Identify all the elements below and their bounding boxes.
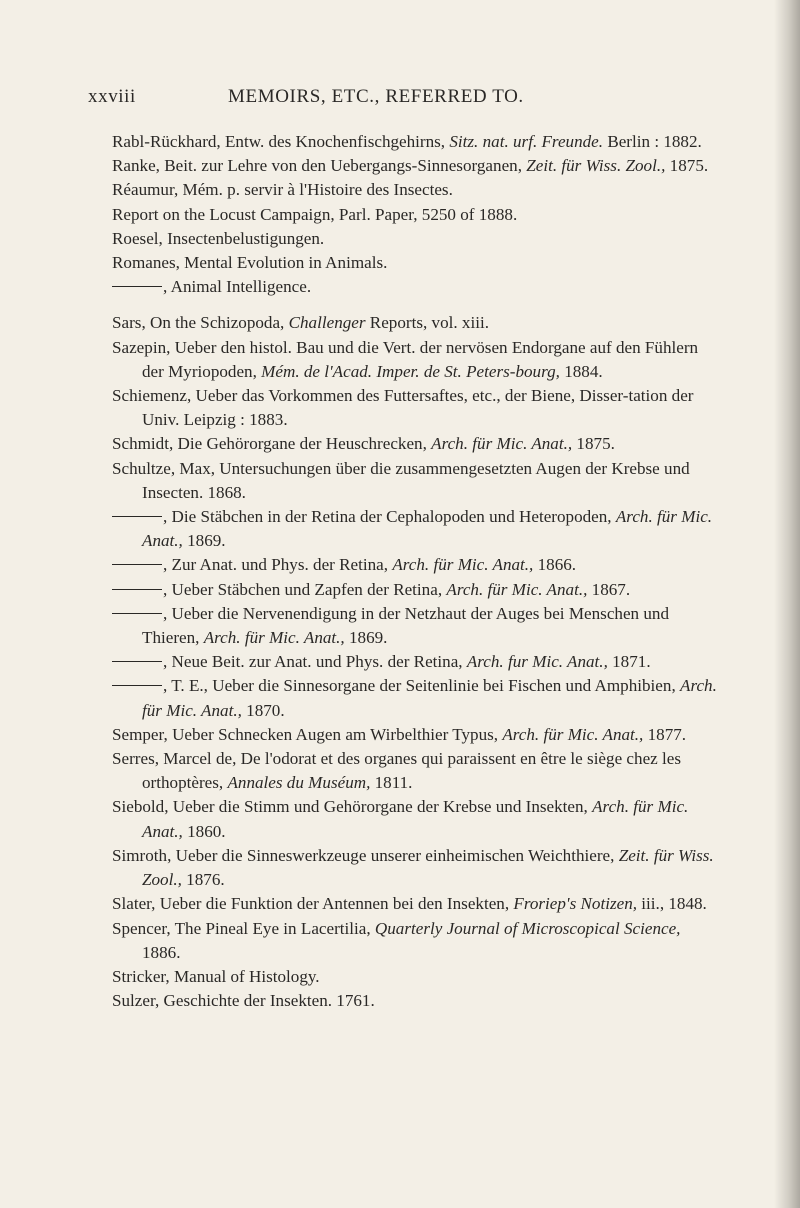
- reference-text: 1811.: [370, 773, 413, 793]
- reference-source: Arch. für Mic. Anat.,: [431, 434, 573, 454]
- reference-source: Mém. de l'Acad. Imper. de St. Peters-bourg,: [261, 361, 560, 381]
- reference-text: 1884.: [559, 361, 603, 381]
- reference-entry: [112, 965, 720, 989]
- ditto-dash: [112, 661, 162, 662]
- reference-text: 1876.: [181, 870, 225, 890]
- reference-text: Stricker, Manual of Histology.: [112, 966, 320, 986]
- reference-text: Schiemenz, Ueber das Vorkommen des Futtersaftes, etc., der Biene, Disser-tation der Univ. Leipzig : 1883.: [112, 386, 694, 430]
- reference-source: Sitz. nat. urf. Freunde.: [449, 132, 604, 151]
- reference-source: Arch. fur Mic. Anat.,: [466, 652, 608, 672]
- reference-text: Berlin : 1882.: [603, 132, 702, 151]
- reference-text: , Ueber die Nervenendigung in der Netzhaut der Auges bei Menschen und Thieren,: [142, 603, 670, 648]
- reference-text: , T. E., Ueber die Sinnesorgane der Seitenlinie bei Fischen und Amphibien,: [163, 676, 680, 696]
- reference-text: iii., 1848.: [637, 894, 707, 914]
- reference-text: , Neue Beit. zur Anat. und Phys. der Retina,: [163, 652, 467, 672]
- reference-source: Arch. für Mic. Anat.,: [446, 579, 588, 599]
- reference-source: Arch. für Mic. Anat.,: [203, 628, 345, 648]
- reference-text: 1877.: [643, 724, 687, 744]
- reference-entry: [112, 602, 720, 650]
- reference-entry: [112, 674, 720, 722]
- reference-entry: [112, 275, 720, 299]
- reference-text: , Animal Intelligence.: [163, 277, 312, 297]
- reference-text: Slater, Ueber die Funktion der Antennen bei den Insekten,: [112, 894, 514, 914]
- reference-source: Zeit. für Wiss. Zool.,: [142, 845, 714, 890]
- reference-text: Simroth, Ueber die Sinneswerkzeuge unserer einheimischen Weichthiere,: [112, 845, 619, 865]
- reference-source: Challenger: [288, 313, 366, 333]
- reference-source: Arch. für Mic. Anat.,: [392, 555, 534, 575]
- reference-text: Schmidt, Die Gehörorgane der Heuschrecken,: [112, 434, 432, 454]
- reference-source: Arch. für Mic. Anat.,: [142, 507, 713, 551]
- reference-text: Semper, Ueber Schnecken Augen am Wirbelthier Typus,: [112, 724, 503, 744]
- reference-entry: [112, 553, 720, 577]
- reference-text: 1867.: [587, 579, 631, 599]
- reference-entry: [112, 917, 720, 965]
- reference-source: Arch. für Mic. Anat.,: [142, 676, 717, 720]
- reference-text: Schultze, Max, Untersuchungen über die zusammengesetzten Augen der Krebse und Insecten. 1868.: [112, 458, 690, 502]
- reference-entry: [112, 650, 720, 674]
- reference-entry: [112, 578, 720, 602]
- reference-entry: [112, 251, 720, 275]
- reference-entry: [112, 989, 720, 1013]
- reference-entry: [112, 311, 720, 335]
- reference-text: Sazepin, Ueber den histol. Bau und die Vert. der nervösen Endorgane auf den Fühlern der Myriopoden,: [112, 337, 699, 381]
- reference-text: 1860.: [182, 821, 226, 841]
- ditto-dash: [112, 685, 162, 686]
- reference-text: 1866.: [533, 555, 577, 575]
- reference-entry: [112, 178, 720, 202]
- reference-entry: [112, 432, 720, 456]
- reference-text: 1870.: [241, 700, 285, 720]
- reference-entry: [112, 892, 720, 916]
- reference-text: , Zur Anat. und Phys. der Retina,: [163, 555, 393, 575]
- reference-entry: [112, 747, 720, 795]
- ditto-dash: [112, 516, 162, 517]
- reference-source: Annales du Muséum,: [227, 773, 371, 793]
- page-title: MEMOIRS, ETC., REFERRED TO.: [228, 86, 524, 107]
- reference-text: 1875.: [572, 434, 615, 454]
- reference-source: Froriep's Notizen,: [513, 894, 638, 914]
- reference-list: [112, 130, 720, 1013]
- ditto-dash: [112, 589, 162, 590]
- reference-text: , Ueber Stäbchen und Zapfen der Retina,: [163, 579, 447, 599]
- reference-entry: [112, 795, 720, 843]
- reference-entry: [112, 130, 720, 154]
- reference-source: Arch. für Mic. Anat.,: [502, 724, 644, 744]
- reference-source: Arch. für Mic. Anat.,: [142, 797, 689, 841]
- reference-text: 1875.: [665, 156, 709, 176]
- reference-entry: [112, 723, 720, 747]
- reference-text: Roesel, Insectenbelustigungen.: [112, 228, 325, 248]
- reference-text: 1886.: [142, 942, 181, 962]
- reference-entry: [112, 154, 720, 178]
- reference-text: 1871.: [607, 652, 651, 672]
- reference-text: Sulzer, Geschichte der Insekten. 1761.: [112, 991, 375, 1011]
- reference-entry: [112, 505, 720, 553]
- reference-entry: [112, 844, 720, 892]
- ditto-dash: [112, 286, 162, 287]
- reference-entry: [112, 336, 720, 384]
- page-number: xxviii: [88, 86, 136, 107]
- reference-text: , Die Stäbchen in der Retina der Cephalopoden und Heteropoden,: [163, 507, 616, 527]
- reference-entry: [112, 203, 720, 227]
- reference-text: 1869.: [182, 531, 226, 551]
- page-edge-shadow: [774, 0, 800, 1208]
- reference-text: Romanes, Mental Evolution in Animals.: [112, 253, 388, 273]
- reference-text: Réaumur, Mém. p. servir à l'Histoire des Insectes.: [112, 180, 453, 200]
- reference-entry: [112, 457, 720, 505]
- reference-text: Sars, On the Schizopoda,: [112, 313, 289, 333]
- reference-text: Report on the Locust Campaign, Parl. Paper, 5250 of 1888.: [112, 204, 518, 224]
- ditto-dash: [112, 564, 162, 565]
- reference-text: Ranke, Beit. zur Lehre von den Uebergangs-Sinnesorganen,: [112, 156, 527, 176]
- reference-text: 1869.: [344, 628, 388, 648]
- ditto-dash: [112, 613, 162, 614]
- reference-source: Zeit. für Wiss. Zool.,: [526, 156, 666, 176]
- reference-source: Quarterly Journal of Microscopical Science,: [374, 918, 681, 938]
- running-header: [88, 86, 728, 108]
- reference-text: Rabl-Rückhard, Entw. des Knochenfischgehirns,: [112, 132, 450, 151]
- reference-entry: [112, 227, 720, 251]
- reference-text: Siebold, Ueber die Stimm und Gehörorgane der Krebse und Insekten,: [112, 797, 593, 817]
- reference-text: Serres, Marcel de, De l'odorat et des organes qui paraissent en être le siège chez les orthoptères,: [112, 749, 682, 793]
- reference-text: Spencer, The Pineal Eye in Lacertilia,: [112, 918, 375, 938]
- reference-text: Reports, vol. xiii.: [365, 313, 489, 333]
- reference-entry: [112, 384, 720, 432]
